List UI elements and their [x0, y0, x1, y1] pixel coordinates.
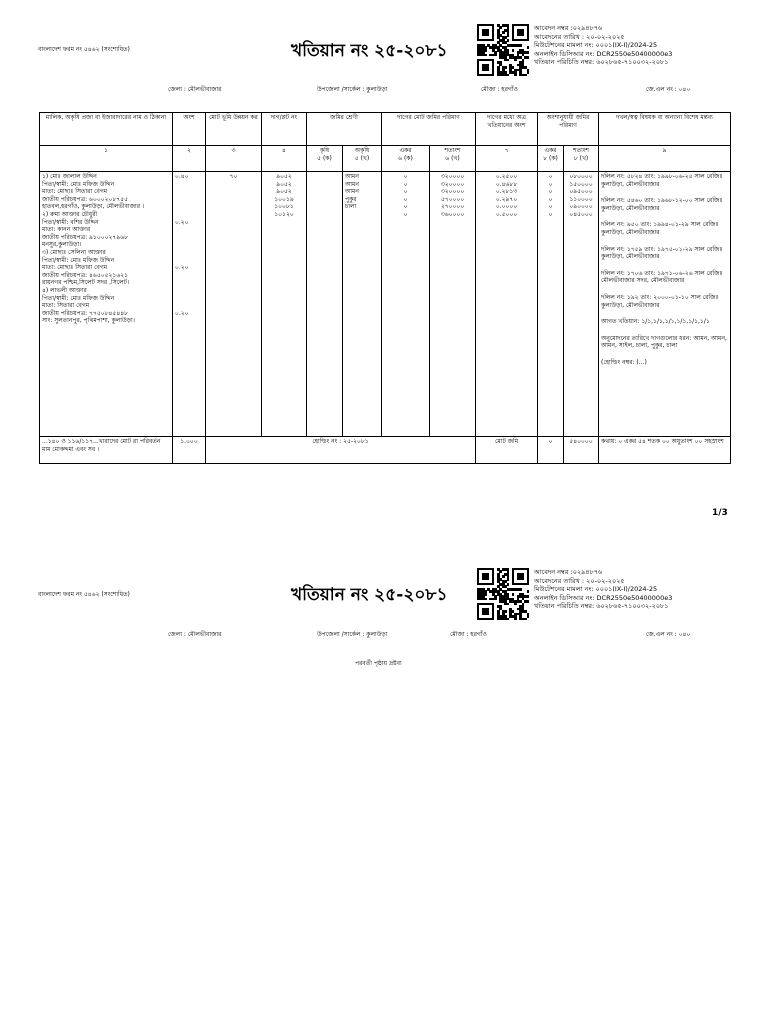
application-number: আবেদন নম্বর :০২৯৪৮৭৬ [534, 24, 603, 32]
qr-module [514, 74, 517, 77]
acre-value: ০ [403, 210, 408, 218]
header-owner: মালিক, অকৃষি প্রজা বা ইজারাদারের নাম ও ঠিকানা [40, 113, 173, 146]
qr-finder [482, 608, 489, 615]
remark: দলিল নং: ১৭০৬ তাং: ১৯৭১-০৬-২৬ সাল রেজিঃ মৌলভীবাজার সদর, মৌলভীবাজার [601, 269, 723, 285]
acres2-cell [538, 172, 564, 437]
owner-line: জাতীয় পরিচয়পত্র: ৪৬৫০৫২১৬২১ [42, 271, 129, 279]
dag-number: ১০০১৯ [274, 195, 294, 203]
application-date: আবেদনের তারিখ : ২০-০২-২০২৫ [534, 576, 625, 585]
qr-finder [517, 573, 524, 580]
shot-value: ৩৬০০০০ [440, 210, 465, 218]
shot-value: ৩২০০০০ [440, 188, 465, 196]
owner-line: জাতীয় পরিচয়পত্র: ৭৭৫০৮৪৫৪৪৮ [42, 309, 128, 317]
khatian-id-number: খতিয়ান পরিচিতি নম্বর: ৬০২৮৬৫-৭১০০৩২-২০৮১ [534, 602, 669, 611]
shots2-cell [564, 172, 599, 437]
sub-shot2-num: ৮ (খ) [573, 154, 589, 162]
qr-module [527, 595, 530, 598]
rent-cell [206, 172, 262, 437]
owners-cell [40, 172, 173, 437]
form-label: বাংলাদেশ ফরম নং ৫৪৬২ (সংশোধিত) [38, 46, 130, 53]
sub-agri [307, 146, 343, 172]
qr-module [527, 615, 530, 618]
qr-module [507, 34, 510, 37]
owner-line: জাতীয় পরিচয়পত্র: ৬০০০২০৮৭৫৫ [42, 195, 129, 203]
header-dag-share: দাগের মধ্যে অত্র খতিয়ানের অংশ [476, 113, 538, 146]
land-class: পুকুর [345, 195, 357, 203]
total-share: ১.০০০ [173, 437, 206, 464]
qr-module [519, 44, 522, 47]
sub-acre-label: একর [399, 147, 412, 154]
land-class: আমন [345, 188, 359, 196]
sub-agri-label: কৃষি [319, 147, 330, 154]
owner-line: পিতা/স্বামী: বশির উদ্দিন [42, 218, 99, 226]
remark: দলিল নং: ১৭৫৯ তাং: ১৯৭৫-০১-২৯ সাল রেজিঃ কুলাউড়া, মৌলভীবাজার [601, 245, 723, 261]
mutation-case-number: মিউটেশনের মামলা নং: ০০০১(IX-I)/2024-25 [534, 41, 658, 50]
remark: দলিল নং: ৫৮২৪ তাং: ১৯৯৮-০৬-২৫ সাল রেজিঃ কুলাউড়া, মৌলভীবাজার [601, 173, 723, 188]
qr-module [527, 71, 530, 74]
dag-share-value: ০.০০০০ [495, 203, 518, 211]
online-dcr-number: অনলাইন ডিসিআর নং: DCR2550e50400000e3 [534, 49, 673, 58]
owner-line: পিতা/স্বামী: মোঃ মফিজ উদ্দিন [42, 256, 115, 264]
qr-module [527, 56, 530, 59]
share-value: ০.২০ [175, 309, 189, 317]
rent-value: ৭০ [229, 173, 238, 180]
dag-share-value: ০.৫০০০ [495, 210, 518, 218]
owner-line: রায়নগর পশ্চিম,সিলেট সদর ,সিলেট। [42, 279, 130, 287]
acre2-value: ০ [548, 210, 553, 218]
owner-line: হাতবল,হরগাঁও, কুলাউড়া, মৌলভীবাজার । [42, 203, 145, 211]
header-share-land: অংশানুযায়ী জমির পরিমাণ [538, 113, 599, 146]
qr-module [527, 600, 530, 603]
colnum-4: ৪ [262, 146, 307, 172]
colnum-7: ৭ [476, 146, 538, 172]
qr-finder [482, 64, 489, 71]
dagshares-cell [476, 172, 538, 437]
total-acre: ০ [538, 437, 564, 464]
header-dag-area: দাগের মোট জমির পরিমাণ [382, 113, 476, 146]
qr-code [477, 568, 529, 620]
qr-module [499, 570, 502, 573]
header-remarks: দখল/স্বত্ব বিষয়ক বা অন্যান্য বিশেষ মন্তব্য [599, 113, 731, 146]
dag-number: ১০১২০ [274, 210, 294, 218]
remark: (হোল্ডিং নম্বর: (...) [601, 358, 647, 366]
application-number: আবেদন নম্বর :০২৯৪৮৭৬ [534, 568, 603, 576]
upazila: উপজেলা /সার্কেল : কুলাউড়া [317, 631, 388, 638]
sub-shot2 [564, 146, 599, 172]
shot2-value: ০৯০০০০ [569, 203, 593, 211]
application-meta [534, 24, 672, 67]
mouza: মৌজা : হরগাঁও [481, 86, 518, 93]
qr-module [507, 618, 510, 621]
dag-number: ৯০৫২ [276, 188, 292, 196]
qr-module [507, 603, 510, 606]
qr-module [504, 610, 507, 613]
dags-cell [262, 172, 307, 437]
shot-value: ২৭০০০০ [440, 203, 465, 211]
upazila: উপজেলা /সার্কেল : কুলাউড়া [317, 86, 388, 93]
dag-share-value: ০.২৮১৩ [495, 188, 518, 196]
qr-module [514, 603, 517, 606]
qr-module [499, 26, 502, 29]
acre-value: ০ [403, 173, 408, 180]
spacer [175, 272, 203, 310]
qr-module [504, 66, 507, 69]
khatian-table [39, 112, 731, 464]
qr-module [512, 49, 515, 52]
sub-nonagri-label: অকৃষি [354, 147, 370, 154]
acre-value: ০ [403, 203, 408, 211]
share-value: ০.৪০ [175, 173, 189, 180]
owner-line: পিতা/স্বামী: মোঃ মফিজ উদ্দিন [42, 294, 115, 302]
land-class: আমন [345, 173, 359, 180]
owner-line: ২) রুমা আক্তার চৌধুরী [42, 210, 98, 218]
colnum-1: ১ [40, 146, 173, 172]
qr-module [514, 618, 517, 621]
acres-cell [382, 172, 430, 437]
page-number: 1/3 [712, 508, 728, 518]
district: জেলা : মৌলভীবাজার [168, 86, 222, 93]
shot-value: ৫৭০০০০ [440, 195, 465, 203]
qr-module [524, 618, 527, 621]
dag-number: ১০০৮১ [274, 203, 294, 211]
remark: আগত খতিয়ান: ১/১,১/১,১/১,১/১,১/১,১/১ [601, 318, 710, 326]
owner-line: ১) মোঃ জালাল উদ্দিন [42, 173, 97, 180]
acre-value: ০ [403, 180, 408, 188]
acre-value: ০ [403, 188, 408, 196]
qr-module [484, 593, 487, 596]
table-colnum-row [40, 146, 731, 172]
form-label: বাংলাদেশ ফরম নং ৫৪৬২ (সংশোধিত) [38, 591, 130, 598]
qr-module [507, 74, 510, 77]
owner-line: মাতা: মোছাঃ সিতারা বেগম [42, 188, 108, 196]
header-share: অংশ [173, 113, 206, 146]
owner-line: পিতা/স্বামী: মোঃ মফিজ উদ্দিন [42, 180, 115, 188]
owner-line: সাং: সুলতানপুর, পৃথিমপাশা, কুলাউড়া। [42, 317, 135, 325]
acre2-value: ০ [548, 188, 553, 196]
khatian-title: খতিয়ান নং ২৫-২০৮১ [291, 585, 448, 605]
qr-finder [482, 573, 489, 580]
qr-module [514, 59, 517, 62]
holding-number: হোল্ডিং নং : ২৫-২০৮১ [206, 437, 476, 464]
qr-module [507, 583, 510, 586]
qr-module [494, 598, 497, 601]
qr-module [507, 578, 510, 581]
header-rent: মোট ভূমি উন্নয়ন কর [206, 113, 262, 146]
dag-share-value: ০.২৫০০ [495, 173, 518, 180]
sub-acre2-num: ৮ (ক) [543, 154, 558, 162]
table-header-row [40, 113, 731, 146]
owner-line: মাতা: মোছাঃ সিতারা বেগম [42, 264, 108, 272]
colnum-9: ৯ [599, 146, 731, 172]
table-body-row [40, 172, 731, 437]
acre2-value: ০ [548, 203, 553, 211]
classes-cell [343, 172, 382, 437]
remark: অনুমোদনের তারিখে দাগগুলোর ধরন: আমন, আমন, আমন, সাইল, চালা, পুকুর, চালা [601, 334, 727, 350]
qr-module [527, 590, 530, 593]
qr-module [502, 575, 505, 578]
header-dag: দাগ/প্লট নং [262, 113, 307, 146]
qr-module [484, 54, 487, 57]
district: জেলা : মৌলভীবাজার [168, 631, 222, 638]
shot2-value: ০৯৫০০০ [569, 188, 593, 196]
qr-module [524, 74, 527, 77]
spacer [175, 181, 203, 219]
dag-number: ৯০৫২ [276, 180, 292, 188]
total-in-words: কথায়: ০ একর ৫৪ শতক ০০ অযুতাংশ ০০ সহস্রাংশ [599, 437, 731, 464]
owner-line: জাতীয় পরিচয়পত্র: ৯১০০০২৭৯৬৮ [42, 233, 129, 241]
owner-line: মনসুর,কুলাউড়া। [42, 241, 82, 249]
remark: দলিল নং: ৫৪৬০ তাং: ১৯৬৮-১২-০০ সাল রেজিঃ কুলাউড়া, মৌলভীবাজার [601, 197, 723, 212]
khatian-title: খতিয়ান নং ২৫-২০৮১ [291, 41, 448, 61]
remark: দলিল নং: ১৯২ তাং: ২০০০-০১-১০ সাল রেজিঃ কুলাউড়া, মৌলভীবাজার [601, 293, 719, 309]
qr-module [512, 593, 515, 596]
total-shot: ৫৪০০০০ [564, 437, 599, 464]
sub-acre2-label: একর [544, 147, 557, 154]
qr-module [494, 54, 497, 57]
online-dcr-number: অনলাইন ডিসিআর নং: DCR2550e50400000e3 [534, 593, 673, 602]
acre-value: ০ [403, 195, 408, 203]
agri-cell [307, 172, 343, 437]
owner-line: ৪) লাভলী আক্তার [42, 286, 87, 294]
dag-number: ৯০৫২ [276, 173, 292, 180]
qr-module [502, 31, 505, 34]
dag-share-value: ০.২৯৭০ [495, 195, 518, 203]
acre2-value: ০ [548, 180, 553, 188]
qr-finder [482, 29, 489, 36]
sub-acre-num: ৬ (ক) [398, 154, 413, 162]
qr-module [519, 588, 522, 591]
owner-line: ৩) মোছাঃ সেলিনা আক্তার [42, 248, 106, 256]
colnum-2: ২ [173, 146, 206, 172]
sub-nonagri [343, 146, 382, 172]
jl-number: জে.এল নং : ০৪০ [646, 631, 691, 638]
sub-shot2-label: শতাংশ [573, 147, 589, 154]
acre2-value: ০ [548, 173, 553, 180]
land-class: আমন [345, 180, 359, 188]
jl-number: জে.এল নং : ০৪০ [646, 86, 691, 93]
shots-cell [430, 172, 476, 437]
shares-cell [173, 172, 206, 437]
land-class: চালা [345, 203, 357, 211]
continued-note: পরবর্তী পৃষ্ঠায় দ্রষ্টব্য [355, 660, 402, 667]
colnum-3: ৩ [206, 146, 262, 172]
application-date: আবেদনের তারিখ : ২০-০২-২০২৫ [534, 32, 625, 41]
sub-acre2 [538, 146, 564, 172]
spacer [175, 226, 203, 264]
qr-module [484, 49, 487, 52]
qr-finder [517, 29, 524, 36]
application-meta [534, 568, 672, 611]
dag-share-value: ০.৪৬৮৮ [495, 180, 518, 188]
shot-value: ৩২০০০০ [440, 180, 465, 188]
qr-code [477, 24, 529, 76]
header-land-class: জমির শ্রেণী [307, 113, 382, 146]
qr-module [507, 59, 510, 62]
sub-shotangsho-num: ৬ (খ) [445, 154, 460, 162]
remarks-cell [599, 172, 731, 437]
mouza: মৌজা : হরগাঁও [450, 631, 487, 638]
share-value: ০.২০ [175, 264, 189, 272]
qr-module [527, 46, 530, 49]
sub-nonagri-num: ৫ (খ) [354, 154, 370, 162]
sub-agri-num: ৫ (ক) [317, 154, 332, 162]
qr-module [507, 39, 510, 42]
khatian-id-number: খতিয়ান পরিচিতি নম্বর: ৬০২৮৬৫-৭১০০৩২-২০৮১ [534, 58, 669, 67]
qr-module [484, 598, 487, 601]
shot2-value: ১১০০০০ [569, 195, 593, 203]
total-label: মোট জমি [476, 437, 538, 464]
shot-value: ৩২০০০০ [440, 173, 465, 180]
sub-acre [382, 146, 430, 172]
owner-line: মাতা: কানন আক্তার [42, 226, 91, 234]
sub-shotangsho-label: শতাংশ [444, 147, 461, 154]
table-total-row [40, 437, 731, 464]
shot2-value: ০৪৫০০০ [569, 210, 593, 218]
sub-shotangsho [430, 146, 476, 172]
shot2-value: ১৫০০০০ [569, 180, 593, 188]
share-value: ০.২০ [175, 218, 189, 226]
shot2-value: ০৮০০০০ [569, 173, 593, 180]
acre2-value: ০ [548, 195, 553, 203]
qr-module [527, 51, 530, 54]
mutation-case-number: মিউটেশনের মামলা নং: ০০০১(IX-I)/2024-25 [534, 585, 658, 594]
remark: দলিল নং: ৯৫০ তাং: ১৯৯৪-০১-২৯ সাল রেজিঃ কুলাউড়া, মৌলভীবাজার [601, 221, 719, 236]
total-note: ...১৪০ ও ১১৬/১১৭...খারাদের মোট রা পরিবর্তন মাম মোকদ্দমা এবং সব । [40, 437, 173, 464]
owner-line: মাতা: সিতারা বেগম [42, 302, 90, 310]
